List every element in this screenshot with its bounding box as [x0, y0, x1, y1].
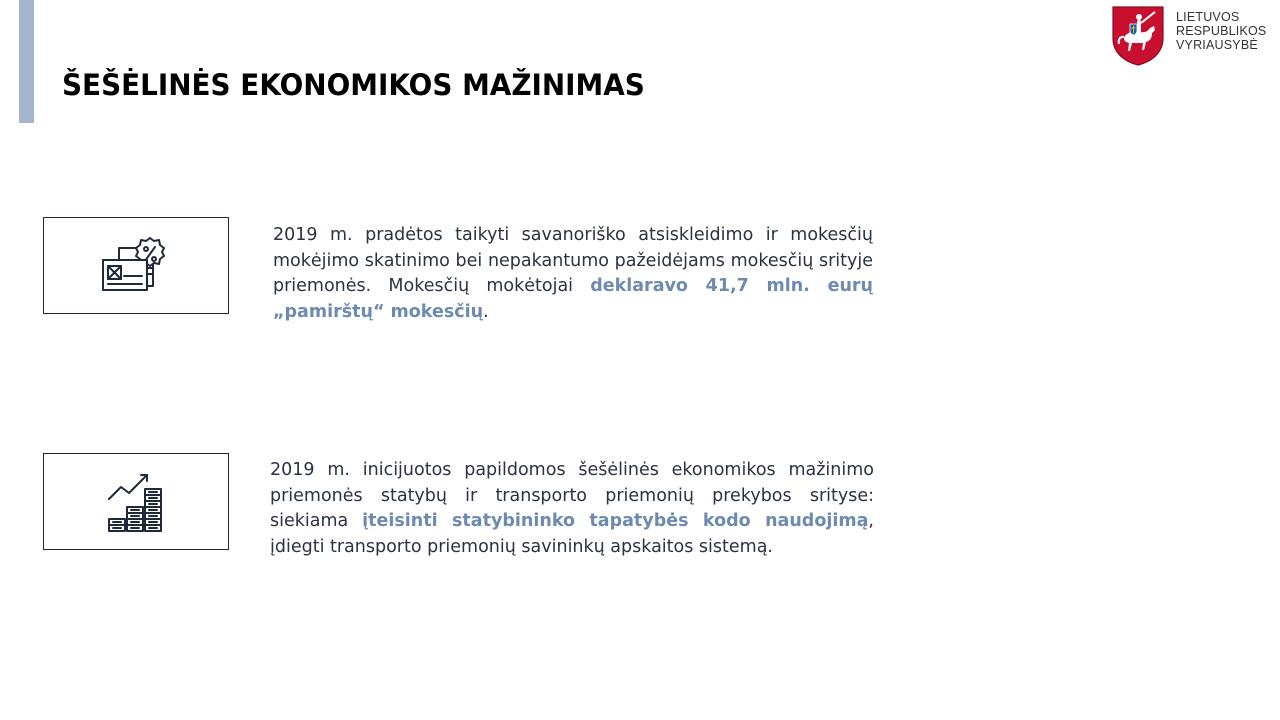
item-2-text-before: 2019 m. inicijuotos papildomos šešėlinės ekonomikos mažinimo priemonės statybų ir transporto priemonių prekybos srityse: siekiama [270, 460, 874, 532]
logo-line-1: LIETUVOS [1176, 10, 1240, 24]
item-2-highlight: įteisinti statybininko tapatybės kodo naudojimą [362, 511, 869, 532]
tax-declaration-icon [96, 234, 176, 298]
vytis-coat-of-arms-icon [1110, 4, 1166, 66]
logo-text [1176, 10, 1266, 52]
growth-chart-money-icon [101, 469, 171, 535]
government-logo [1110, 4, 1270, 66]
item-1-text-after: . [483, 302, 489, 323]
logo-line-3: VYRIAUSYBĖ [1176, 38, 1258, 52]
item-2-text-after: , įdiegti transporto priemonių savininkų apskaitos sistemą. [270, 511, 874, 558]
item-2-text [270, 458, 874, 561]
item-1-icon-box [43, 217, 229, 314]
item-1-text [273, 223, 873, 326]
accent-bar [19, 0, 34, 123]
item-1-highlight: deklaravo 41,7 mln. eurų „pamirštų“ mokesčių [273, 276, 873, 323]
logo-line-2: RESPUBLIKOS [1176, 24, 1267, 38]
item-1-text-before: 2019 m. pradėtos taikyti savanoriško atsiskleidimo ir mokesčių mokėjimo skatinimo bei nepakantumo pažeidėjams mokesčių srityje priemonės. Mokesčių mokėtojai [273, 225, 873, 297]
page-title: ŠEŠĖLINĖS EKONOMIKOS MAŽINIMAS [62, 68, 645, 102]
item-2-icon-box [43, 453, 229, 550]
